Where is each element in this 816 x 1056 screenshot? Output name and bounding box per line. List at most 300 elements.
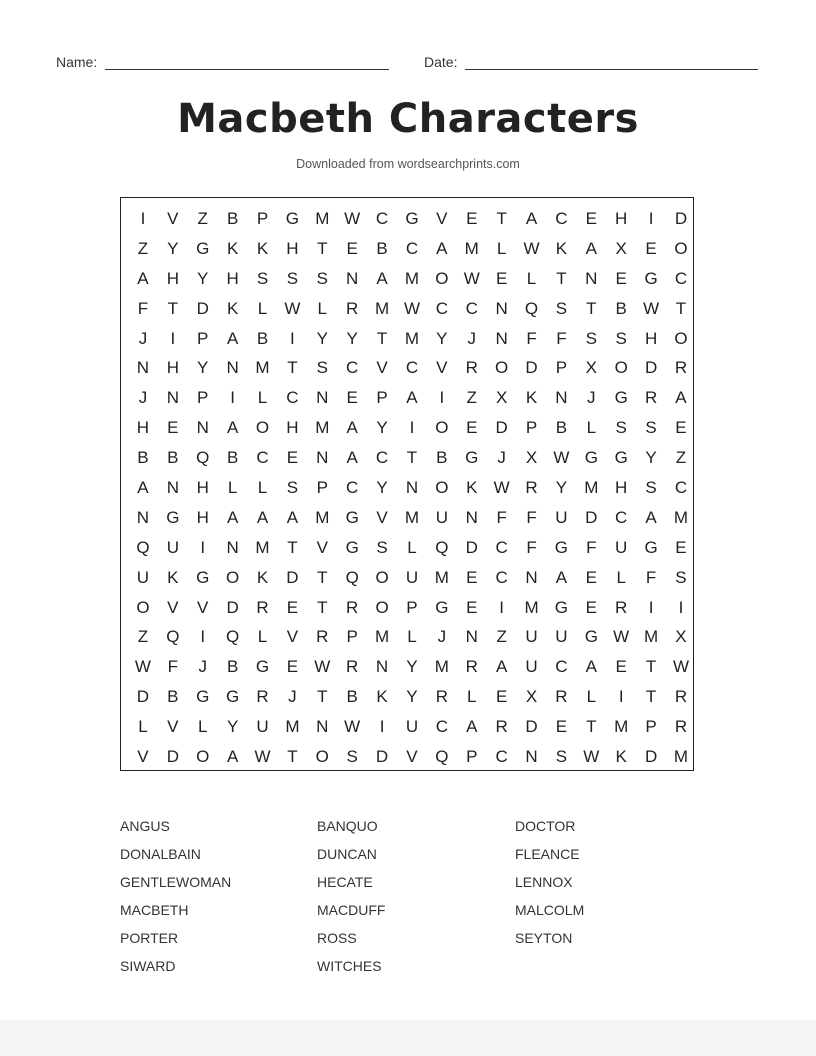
grid-letter[interactable]: W	[463, 268, 480, 288]
grid-letter[interactable]: G	[226, 687, 240, 707]
grid-letter[interactable]: I	[170, 328, 176, 348]
grid-letter[interactable]: H	[166, 268, 179, 288]
grid-letter[interactable]: R	[644, 388, 658, 408]
grid-letter[interactable]: P	[525, 418, 538, 438]
grid-letter[interactable]: I	[290, 328, 295, 348]
grid-letter[interactable]: P	[316, 477, 328, 497]
grid-letter[interactable]: V	[376, 358, 388, 378]
grid-letter[interactable]: D	[136, 687, 150, 707]
grid-letter[interactable]: D	[196, 298, 209, 318]
grid-letter[interactable]: I	[648, 597, 654, 617]
grid-letter[interactable]: P	[645, 717, 657, 737]
grid-letter[interactable]: P	[256, 208, 269, 228]
grid-letter[interactable]: C	[555, 208, 568, 228]
grid-letter[interactable]: Q	[435, 746, 449, 766]
grid-letter[interactable]: D	[525, 358, 538, 378]
grid-letter[interactable]: B	[376, 238, 388, 258]
grid-letter[interactable]: J	[288, 687, 297, 707]
grid-letter[interactable]: U	[525, 657, 538, 677]
grid-letter[interactable]: G	[435, 597, 449, 617]
grid-letter[interactable]: W	[613, 627, 630, 647]
grid-letter[interactable]: Q	[166, 627, 180, 647]
grid-letter[interactable]: Q	[136, 537, 150, 557]
grid-letter[interactable]: B	[137, 448, 149, 468]
grid-letter[interactable]: P	[555, 358, 568, 378]
grid-letter[interactable]: D	[375, 746, 389, 766]
grid-letter[interactable]: F	[526, 537, 537, 557]
grid-letter[interactable]: Y	[167, 238, 179, 258]
grid-letter[interactable]: N	[316, 448, 329, 468]
grid-letter[interactable]: E	[286, 448, 299, 468]
grid-letter[interactable]: B	[167, 448, 179, 468]
grid-letter[interactable]: M	[255, 358, 270, 378]
grid-letter[interactable]: T	[645, 687, 657, 707]
grid-letter[interactable]: G	[196, 687, 210, 707]
grid-letter[interactable]: N	[226, 537, 239, 557]
grid-letter[interactable]: N	[316, 717, 329, 737]
grid-letter[interactable]: O	[495, 358, 509, 378]
grid-letter[interactable]: B	[436, 448, 448, 468]
grid-letter[interactable]: E	[645, 238, 657, 258]
grid-letter[interactable]: R	[615, 597, 628, 617]
grid-letter[interactable]: O	[255, 418, 270, 438]
grid-letter[interactable]: R	[346, 657, 359, 677]
grid-letter[interactable]: C	[346, 477, 359, 497]
grid-letter[interactable]: I	[439, 388, 445, 408]
grid-letter[interactable]: F	[586, 537, 597, 557]
grid-letter[interactable]: P	[197, 388, 209, 408]
grid-letter[interactable]: T	[287, 537, 298, 557]
grid-letter[interactable]: C	[495, 537, 508, 557]
grid-letter[interactable]: L	[197, 717, 208, 737]
grid-letter[interactable]: T	[675, 298, 687, 318]
grid-letter[interactable]: T	[586, 298, 597, 318]
grid-letter[interactable]: O	[226, 567, 240, 587]
grid-letter[interactable]: P	[346, 627, 358, 647]
grid-letter[interactable]: R	[346, 298, 359, 318]
grid-letter[interactable]: R	[346, 597, 359, 617]
grid-letter[interactable]: C	[615, 507, 628, 527]
grid-letter[interactable]: D	[465, 537, 478, 557]
grid-letter[interactable]: H	[196, 477, 209, 497]
grid-letter[interactable]: D	[585, 507, 598, 527]
grid-letter[interactable]: G	[196, 567, 210, 587]
grid-letter[interactable]: O	[674, 328, 688, 348]
grid-letter[interactable]: M	[673, 746, 689, 766]
grid-letter[interactable]: S	[376, 537, 388, 557]
grid-letter[interactable]: M	[285, 717, 300, 737]
grid-letter[interactable]: N	[136, 358, 150, 378]
grid-letter[interactable]: N	[495, 328, 508, 348]
grid-letter[interactable]: S	[645, 477, 657, 497]
grid-letter[interactable]: O	[614, 358, 628, 378]
grid-letter[interactable]: W	[344, 717, 361, 737]
grid-letter[interactable]: V	[436, 358, 448, 378]
grid-letter[interactable]: E	[675, 537, 687, 557]
grid-letter[interactable]: L	[317, 298, 328, 318]
grid-letter[interactable]: A	[376, 268, 388, 288]
grid-letter[interactable]: A	[585, 657, 597, 677]
grid-letter[interactable]: I	[648, 208, 654, 228]
grid-letter[interactable]: A	[286, 507, 299, 527]
grid-letter[interactable]: A	[555, 567, 568, 587]
grid-letter[interactable]: H	[286, 238, 299, 258]
grid-letter[interactable]: E	[675, 418, 687, 438]
grid-letter[interactable]: E	[286, 597, 299, 617]
grid-letter[interactable]: E	[167, 418, 179, 438]
grid-letter[interactable]: R	[674, 687, 688, 707]
grid-letter[interactable]: K	[466, 477, 478, 497]
grid-letter[interactable]: N	[585, 268, 598, 288]
grid-letter[interactable]: R	[256, 687, 269, 707]
grid-letter[interactable]: O	[315, 746, 329, 766]
grid-letter[interactable]: J	[138, 328, 148, 348]
grid-letter[interactable]: A	[137, 268, 149, 288]
grid-letter[interactable]: S	[346, 746, 358, 766]
grid-letter[interactable]: G	[554, 597, 569, 617]
grid-letter[interactable]: V	[376, 507, 388, 527]
grid-letter[interactable]: U	[525, 627, 538, 647]
grid-letter[interactable]: S	[555, 298, 568, 318]
grid-letter[interactable]: C	[674, 477, 688, 497]
grid-letter[interactable]: A	[137, 477, 149, 497]
grid-letter[interactable]: W	[553, 448, 570, 468]
grid-letter[interactable]: L	[257, 627, 268, 647]
grid-letter[interactable]: Y	[376, 477, 388, 497]
grid-letter[interactable]: I	[230, 388, 235, 408]
grid-letter[interactable]: X	[585, 358, 597, 378]
date-line[interactable]	[465, 57, 758, 70]
grid-letter[interactable]: V	[406, 746, 418, 766]
grid-letter[interactable]: F	[496, 507, 507, 527]
grid-letter[interactable]: S	[615, 418, 627, 438]
grid-letter[interactable]: D	[525, 717, 538, 737]
grid-letter[interactable]: T	[287, 746, 298, 766]
grid-letter[interactable]: T	[406, 448, 418, 468]
grid-letter[interactable]: A	[466, 717, 478, 737]
grid-letter[interactable]: J	[198, 657, 207, 677]
grid-letter[interactable]: M	[434, 567, 449, 587]
grid-letter[interactable]: U	[166, 537, 179, 557]
grid-letter[interactable]: H	[644, 328, 658, 348]
grid-letter[interactable]: E	[286, 657, 299, 677]
grid-letter[interactable]: S	[555, 746, 568, 766]
grid-letter[interactable]: U	[405, 567, 419, 587]
grid-letter[interactable]: A	[256, 507, 269, 527]
grid-letter[interactable]: T	[317, 567, 328, 587]
grid-letter[interactable]: G	[614, 448, 628, 468]
grid-letter[interactable]: A	[585, 238, 597, 258]
grid-letter[interactable]: R	[465, 358, 478, 378]
grid-letter[interactable]: S	[645, 418, 657, 438]
grid-letter[interactable]: B	[256, 328, 269, 348]
grid-letter[interactable]: J	[138, 388, 148, 408]
grid-letter[interactable]: A	[406, 388, 418, 408]
grid-letter[interactable]: A	[346, 418, 358, 438]
grid-letter[interactable]: E	[585, 567, 597, 587]
grid-letter[interactable]: W	[284, 298, 301, 318]
grid-letter[interactable]: C	[674, 268, 688, 288]
grid-letter[interactable]: J	[467, 328, 476, 348]
grid-letter[interactable]: C	[555, 657, 568, 677]
grid-letter[interactable]: Y	[226, 717, 239, 737]
grid-letter[interactable]: P	[197, 328, 209, 348]
grid-letter[interactable]: W	[672, 657, 689, 677]
grid-letter[interactable]: O	[435, 477, 449, 497]
grid-letter[interactable]: E	[585, 597, 597, 617]
grid-letter[interactable]: J	[587, 388, 596, 408]
grid-letter[interactable]: I	[409, 418, 415, 438]
grid-letter[interactable]: B	[615, 298, 627, 318]
grid-letter[interactable]: O	[435, 268, 449, 288]
grid-letter[interactable]: R	[674, 717, 688, 737]
grid-letter[interactable]: G	[644, 537, 658, 557]
grid-letter[interactable]: Y	[406, 687, 418, 707]
grid-letter[interactable]: U	[615, 537, 628, 557]
grid-letter[interactable]: S	[316, 268, 328, 288]
grid-letter[interactable]: N	[196, 418, 209, 438]
grid-letter[interactable]: N	[316, 388, 329, 408]
grid-letter[interactable]: O	[375, 567, 389, 587]
grid-letter[interactable]: H	[196, 507, 209, 527]
grid-letter[interactable]: R	[525, 477, 538, 497]
grid-letter[interactable]: H	[136, 418, 150, 438]
grid-letter[interactable]: Q	[226, 627, 240, 647]
grid-letter[interactable]: X	[525, 448, 538, 468]
grid-letter[interactable]: T	[167, 298, 179, 318]
grid-letter[interactable]: G	[345, 537, 359, 557]
grid-letter[interactable]: O	[136, 597, 150, 617]
grid-letter[interactable]: K	[256, 567, 269, 587]
grid-letter[interactable]: S	[256, 268, 269, 288]
grid-letter[interactable]: S	[585, 328, 597, 348]
grid-letter[interactable]: S	[675, 567, 687, 587]
grid-letter[interactable]: M	[524, 597, 539, 617]
grid-letter[interactable]: M	[584, 477, 599, 497]
grid-letter[interactable]: E	[555, 717, 568, 737]
grid-letter[interactable]: H	[615, 208, 628, 228]
grid-letter[interactable]: I	[618, 687, 624, 707]
grid-letter[interactable]: A	[525, 208, 538, 228]
grid-letter[interactable]: I	[200, 627, 206, 647]
grid-letter[interactable]: M	[404, 328, 420, 348]
grid-letter[interactable]: U	[435, 507, 448, 527]
grid-letter[interactable]: V	[167, 208, 179, 228]
grid-letter[interactable]: V	[436, 208, 448, 228]
grid-letter[interactable]: R	[495, 717, 508, 737]
grid-letter[interactable]: I	[499, 597, 504, 617]
grid-letter[interactable]: F	[556, 328, 567, 348]
grid-letter[interactable]: W	[254, 746, 271, 766]
grid-letter[interactable]: V	[316, 537, 328, 557]
grid-letter[interactable]: T	[317, 687, 328, 707]
grid-letter[interactable]: X	[525, 687, 538, 707]
grid-letter[interactable]: Z	[496, 627, 507, 647]
grid-letter[interactable]: X	[495, 388, 508, 408]
grid-letter[interactable]: R	[674, 358, 688, 378]
date-field[interactable]	[424, 54, 758, 70]
grid-letter[interactable]: J	[497, 448, 506, 468]
grid-letter[interactable]: O	[196, 746, 210, 766]
grid-letter[interactable]: E	[615, 268, 627, 288]
grid-letter[interactable]: R	[555, 687, 568, 707]
grid-letter[interactable]: U	[405, 717, 419, 737]
grid-letter[interactable]: A	[226, 418, 239, 438]
grid-letter[interactable]: E	[615, 657, 627, 677]
grid-letter[interactable]: V	[137, 746, 149, 766]
grid-letter[interactable]: A	[495, 657, 508, 677]
grid-letter[interactable]: N	[525, 567, 538, 587]
grid-letter[interactable]: E	[346, 238, 358, 258]
grid-letter[interactable]: G	[554, 537, 569, 557]
grid-letter[interactable]: B	[346, 687, 358, 707]
grid-letter[interactable]: N	[495, 298, 508, 318]
grid-letter[interactable]: Y	[197, 268, 209, 288]
grid-letter[interactable]: C	[465, 298, 478, 318]
grid-letter[interactable]: U	[555, 627, 568, 647]
grid-letter[interactable]: D	[644, 358, 658, 378]
grid-letter[interactable]: K	[525, 388, 538, 408]
grid-letter[interactable]: G	[584, 448, 598, 468]
grid-letter[interactable]: L	[467, 687, 477, 707]
grid-letter[interactable]: V	[167, 717, 179, 737]
grid-letter[interactable]: Y	[197, 358, 209, 378]
grid-letter[interactable]: Y	[436, 328, 448, 348]
grid-letter[interactable]: W	[344, 208, 361, 228]
grid-letter[interactable]: Z	[466, 388, 477, 408]
grid-letter[interactable]: K	[226, 238, 239, 258]
grid-letter[interactable]: D	[166, 746, 179, 766]
grid-letter[interactable]: A	[645, 507, 657, 527]
grid-letter[interactable]: B	[226, 657, 239, 677]
grid-letter[interactable]: K	[615, 746, 627, 766]
grid-letter[interactable]: G	[614, 388, 628, 408]
grid-letter[interactable]: T	[317, 597, 328, 617]
grid-letter[interactable]: O	[375, 597, 389, 617]
grid-letter[interactable]: M	[404, 268, 420, 288]
grid-letter[interactable]: W	[523, 238, 540, 258]
grid-letter[interactable]: N	[166, 388, 179, 408]
grid-letter[interactable]: K	[376, 687, 388, 707]
grid-letter[interactable]: K	[226, 298, 239, 318]
grid-letter[interactable]: F	[167, 657, 179, 677]
grid-letter[interactable]: P	[466, 746, 478, 766]
grid-letter[interactable]: E	[585, 208, 597, 228]
grid-letter[interactable]: B	[167, 687, 179, 707]
grid-letter[interactable]: T	[645, 657, 657, 677]
grid-letter[interactable]: C	[346, 358, 359, 378]
grid-letter[interactable]: U	[256, 717, 269, 737]
grid-letter[interactable]: R	[256, 597, 269, 617]
grid-letter[interactable]: R	[316, 627, 329, 647]
grid-letter[interactable]: P	[406, 597, 418, 617]
grid-letter[interactable]: I	[140, 208, 146, 228]
grid-letter[interactable]: A	[675, 388, 687, 408]
grid-letter[interactable]: I	[379, 717, 385, 737]
grid-letter[interactable]: N	[346, 268, 359, 288]
grid-letter[interactable]: B	[226, 208, 239, 228]
grid-letter[interactable]: S	[615, 328, 627, 348]
grid-letter[interactable]: L	[407, 627, 417, 647]
grid-letter[interactable]: N	[465, 627, 478, 647]
grid-letter[interactable]: R	[435, 687, 448, 707]
grid-letter[interactable]: Y	[346, 328, 358, 348]
grid-letter[interactable]: T	[556, 268, 567, 288]
grid-letter[interactable]: F	[137, 298, 149, 318]
grid-letter[interactable]: C	[435, 717, 448, 737]
grid-letter[interactable]: Z	[137, 627, 149, 647]
grid-letter[interactable]: R	[465, 657, 478, 677]
grid-letter[interactable]: X	[615, 238, 627, 258]
grid-letter[interactable]: Q	[196, 448, 210, 468]
grid-letter[interactable]: M	[614, 717, 629, 737]
grid-letter[interactable]: L	[586, 687, 597, 707]
grid-letter[interactable]: K	[167, 567, 179, 587]
grid-letter[interactable]: L	[526, 268, 537, 288]
grid-letter[interactable]: C	[375, 208, 389, 228]
grid-letter[interactable]: E	[466, 597, 478, 617]
grid-letter[interactable]: X	[675, 627, 687, 647]
grid-letter[interactable]: U	[555, 507, 568, 527]
grid-letter[interactable]: S	[286, 477, 299, 497]
grid-letter[interactable]: M	[464, 238, 479, 258]
grid-letter[interactable]: O	[435, 418, 449, 438]
grid-letter[interactable]: N	[525, 746, 538, 766]
grid-letter[interactable]: N	[166, 477, 179, 497]
grid-letter[interactable]: N	[465, 507, 478, 527]
grid-letter[interactable]: M	[673, 507, 689, 527]
grid-letter[interactable]: C	[495, 746, 508, 766]
grid-letter[interactable]: A	[436, 238, 448, 258]
grid-letter[interactable]: W	[643, 298, 660, 318]
grid-letter[interactable]: M	[644, 627, 659, 647]
grid-letter[interactable]: C	[375, 448, 389, 468]
grid-letter[interactable]: M	[315, 418, 330, 438]
grid-letter[interactable]: M	[374, 627, 390, 647]
grid-letter[interactable]: N	[405, 477, 419, 497]
grid-letter[interactable]: M	[315, 208, 330, 228]
grid-letter[interactable]: Y	[645, 448, 657, 468]
grid-letter[interactable]: G	[345, 507, 359, 527]
grid-letter[interactable]: V	[197, 597, 209, 617]
grid-letter[interactable]: G	[405, 208, 419, 228]
grid-letter[interactable]: G	[584, 627, 598, 647]
grid-letter[interactable]: B	[555, 418, 568, 438]
grid-letter[interactable]: G	[285, 208, 300, 228]
grid-letter[interactable]: L	[257, 298, 268, 318]
grid-letter[interactable]: Z	[675, 448, 687, 468]
name-line[interactable]	[105, 57, 389, 70]
grid-letter[interactable]: N	[136, 507, 150, 527]
grid-letter[interactable]: V	[167, 597, 179, 617]
grid-letter[interactable]: E	[466, 418, 478, 438]
grid-letter[interactable]: C	[256, 448, 269, 468]
grid-letter[interactable]: G	[196, 238, 210, 258]
grid-letter[interactable]: Z	[197, 208, 208, 228]
grid-letter[interactable]: W	[583, 746, 600, 766]
grid-letter[interactable]: D	[674, 208, 688, 228]
grid-letter[interactable]: C	[435, 298, 448, 318]
grid-letter[interactable]: N	[375, 657, 389, 677]
grid-letter[interactable]: A	[226, 328, 239, 348]
grid-letter[interactable]: W	[403, 298, 420, 318]
grid-letter[interactable]: K	[256, 238, 269, 258]
grid-letter[interactable]: D	[495, 418, 508, 438]
grid-letter[interactable]: M	[434, 657, 449, 677]
grid-letter[interactable]: L	[227, 477, 238, 497]
grid-letter[interactable]: Q	[345, 567, 359, 587]
grid-letter[interactable]: D	[226, 597, 239, 617]
